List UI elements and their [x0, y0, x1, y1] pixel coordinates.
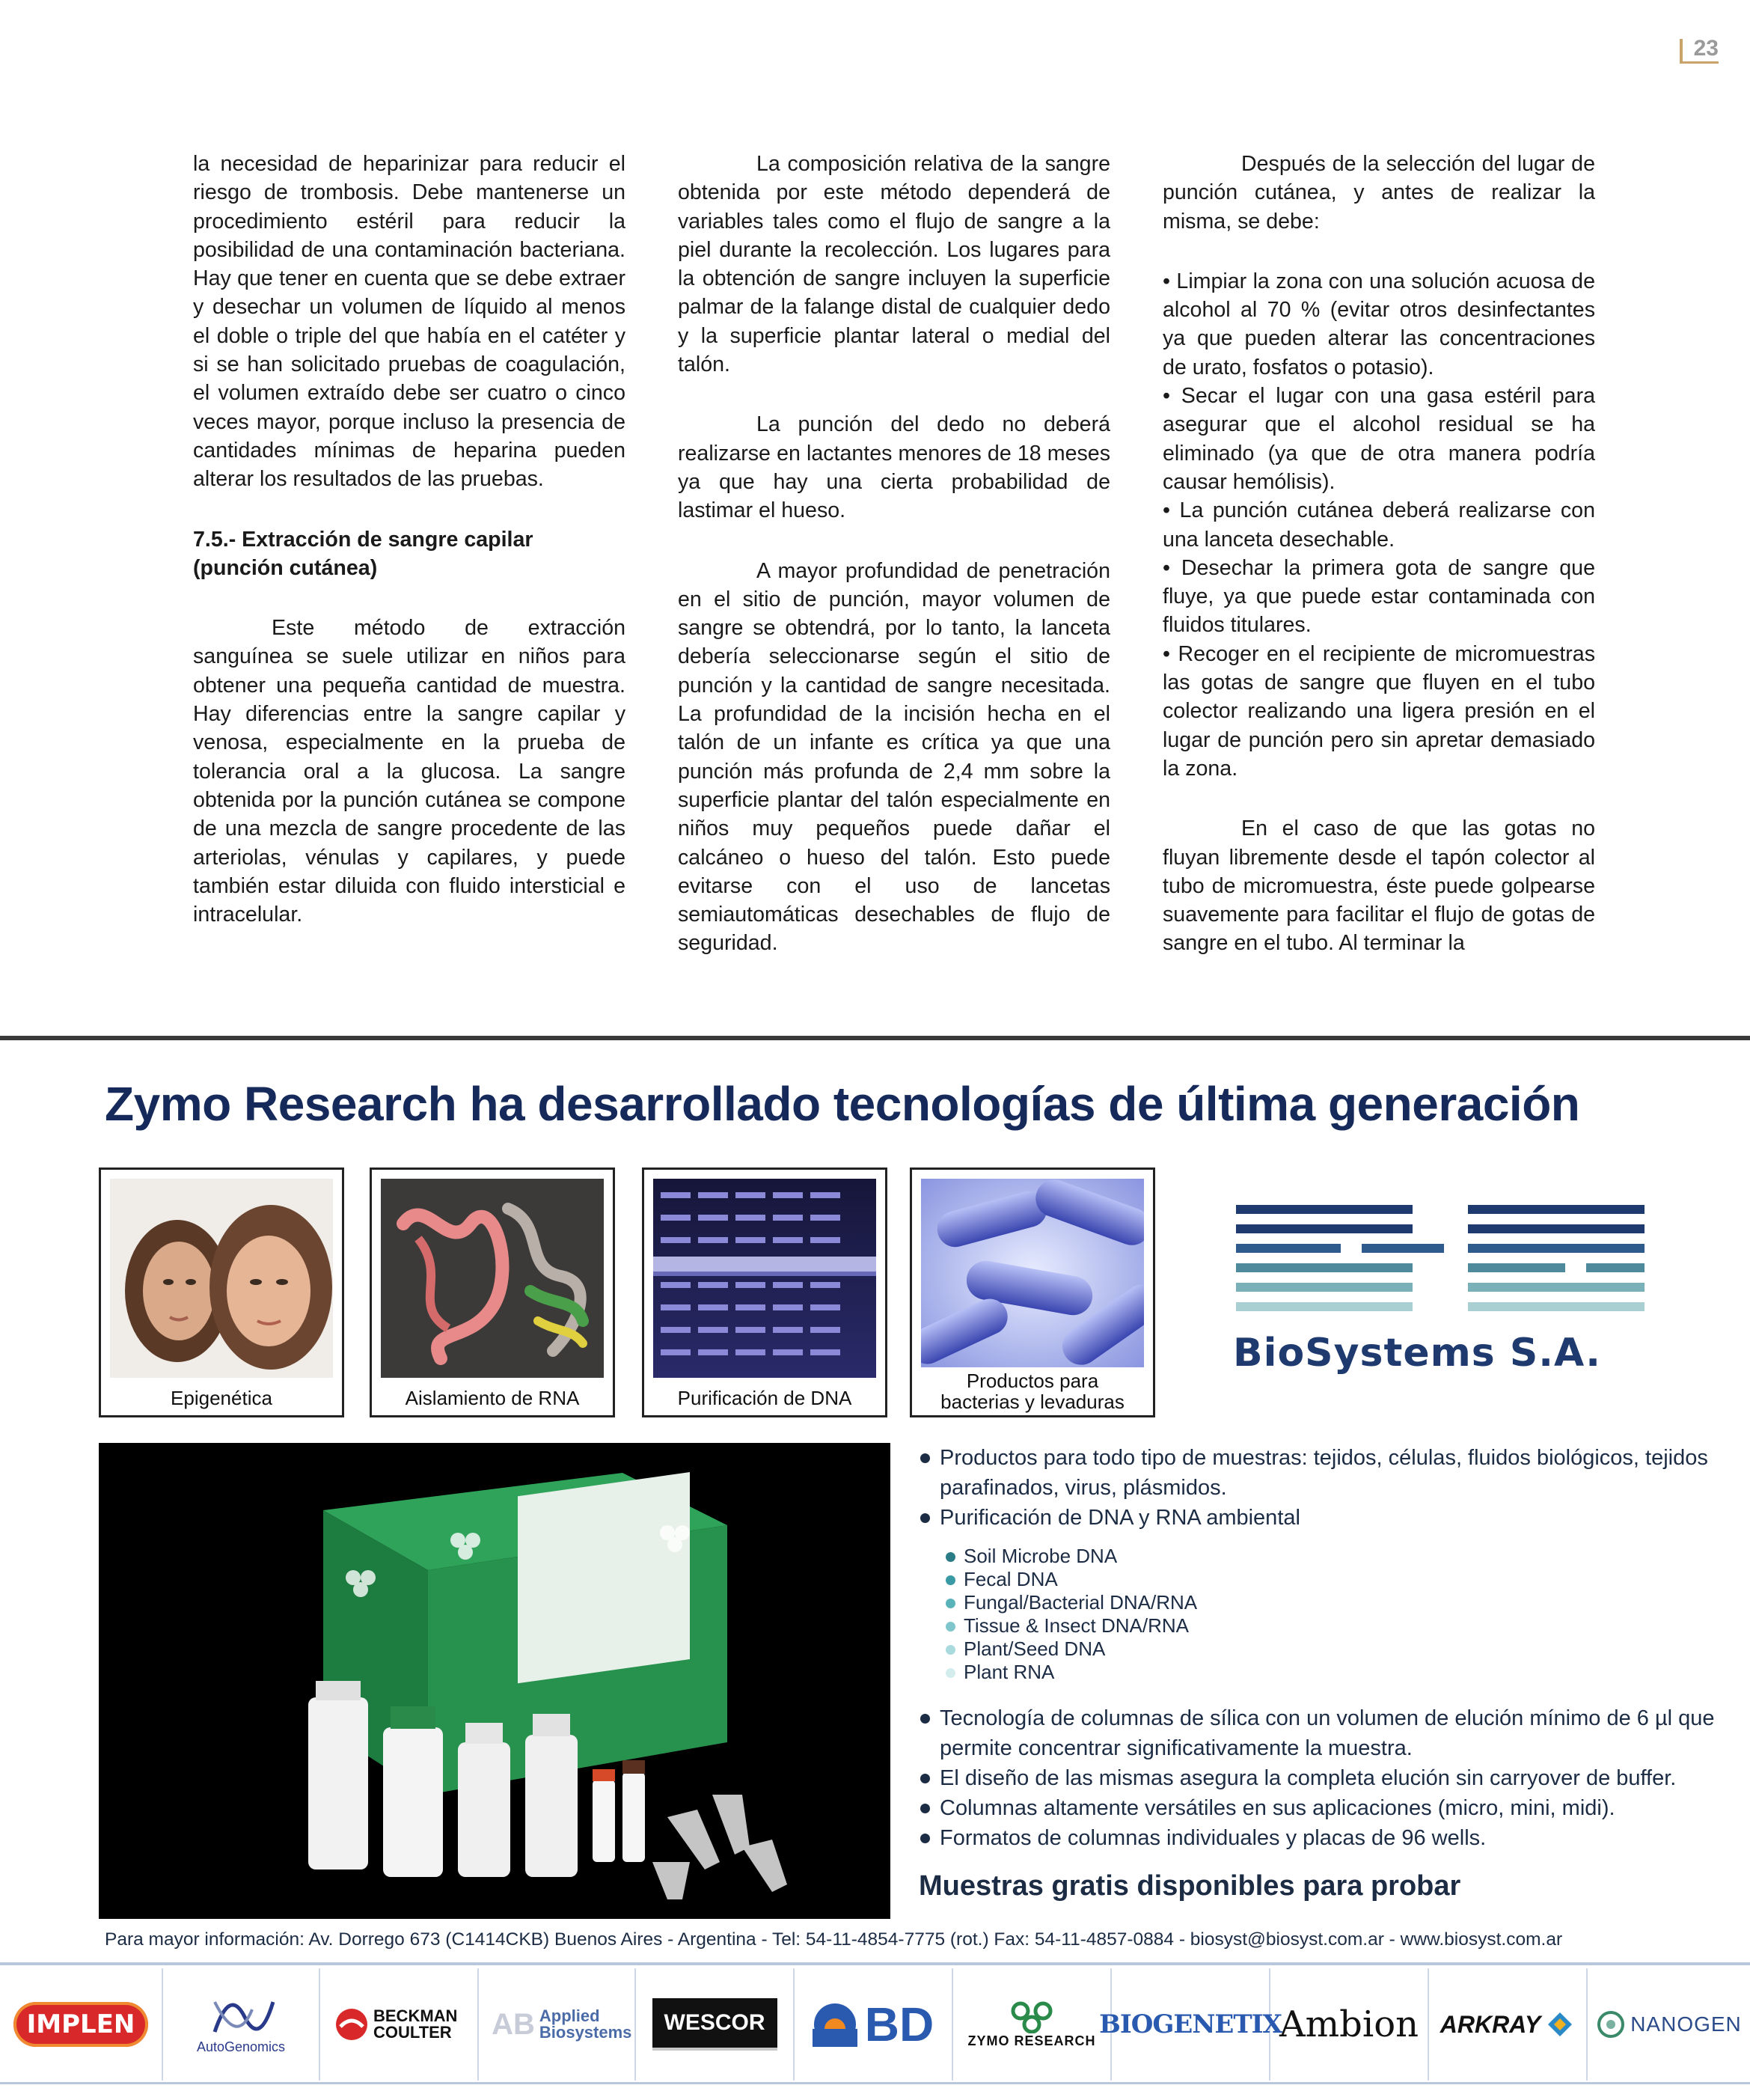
- sub-feature-item: Plant/Seed DNA: [944, 1637, 1734, 1661]
- card-caption-line: Productos para: [966, 1370, 1099, 1392]
- feature-item: El diseño de las mismas asegura la completa elución sin carryover de buffer.: [919, 1763, 1734, 1793]
- product-card-epigenetics: [99, 1167, 344, 1417]
- feature-item: Purificación de DNA y RNA ambiental: [919, 1503, 1734, 1533]
- ab-icon: AB: [492, 2007, 535, 2041]
- ad-title: Zymo Research ha desarrollado tecnologías de última generación: [105, 1077, 1580, 1131]
- features-main-b: [919, 1703, 1734, 1853]
- logo-text: IMPLEN: [13, 2002, 149, 2047]
- paragraph: En el caso de que las gotas no fluyan libremente desde el tapón colector al tubo de micromuestra, éste puede golpearse suavemente para facilitar el flujo de gotas de sangre en el tubo. Al terminar la: [1163, 817, 1595, 956]
- section-divider: [0, 1036, 1750, 1040]
- list-item: • Secar el lugar con una gasa estéril para asegurar que el alcohol residual se ha eliminado (ya que de otra manera podría causar hemólisis).: [1163, 384, 1595, 494]
- feature-list: [919, 1443, 1734, 1901]
- feature-item: Tecnología de columnas de sílica con un volumen de elución mínimo de 6 µl que permite concentrar significativamente la muestra.: [919, 1703, 1734, 1763]
- faces-image: [110, 1179, 333, 1378]
- logo-text: Applied Biosystems: [539, 2006, 632, 2042]
- logo-beckman-coulter: [320, 1968, 479, 2081]
- list-item: • Limpiar la zona con una solución acuosa de alcohol al 70 % (evitar otros desinfectantes ya que pueden alterar las concentraciones de urato, fosfatos o potasio).: [1163, 269, 1595, 379]
- paragraph: La composición relativa de la sangre obtenida por este método dependerá de variables tales como el flujo de sangre a la piel durante la recolección. Los lugares para la obtención de sangre incluyen la superficie palmar de la falange distal de cualquier dedo y la superficie plantar lateral o medial del talón.: [678, 152, 1110, 377]
- logo-text: WESCOR: [652, 1998, 777, 2051]
- biosystems-logo-mark: [1227, 1197, 1646, 1325]
- logo-text: ZYMO RESEARCH: [967, 2033, 1096, 2048]
- product-card-rna-isolation: [370, 1167, 615, 1417]
- logo-autogenomics: [163, 1968, 320, 2081]
- card-caption: [644, 1388, 885, 1409]
- rna-structure-image: [381, 1179, 604, 1378]
- page-number: 23: [1693, 36, 1719, 61]
- product-card-bacteria: [910, 1167, 1155, 1417]
- logo-text: ARKRAY: [1440, 2010, 1541, 2038]
- partner-logo-strip: [0, 1962, 1750, 2100]
- zymo-icon: [998, 2000, 1065, 2033]
- feature-item: Productos para todo tipo de muestras: tejidos, células, fluidos biológicos, tejidos parafinados, virus, plásmidos.: [919, 1443, 1734, 1503]
- card-caption: [912, 1370, 1153, 1412]
- autogenomics-icon: [207, 1994, 275, 2039]
- sub-feature-item: Fecal DNA: [944, 1568, 1734, 1591]
- paragraph: Este método de extracción sanguínea se suele utilizar en niños para obtener una pequeña cantidad de muestra. Hay diferencias entre la sangre capilar y venosa, especialmente en la prueba de tolerancia oral a la glucosa. La sangre obtenida por la punción cutánea se compone de una mezcla de sangre procedente de las arteriolas, vénulas y capilares, y puede también estar diluida con fluido intersticial e intracelular.: [193, 616, 625, 927]
- logo-text: Ambion: [1279, 2003, 1419, 2045]
- feature-item: Columnas altamente versátiles en sus aplicaciones (micro, mini, midi).: [919, 1793, 1734, 1823]
- logo-biogenetix: [1099, 1968, 1282, 2081]
- biosystems-logo: [1227, 1197, 1646, 1377]
- card-caption: Epigenética: [171, 1387, 272, 1409]
- logo-text: NANOGEN: [1630, 2012, 1742, 2036]
- dna-sequence-image: [653, 1179, 876, 1378]
- logo-zymo-research: [953, 1968, 1112, 2081]
- list-item: • Recoger en el recipiente de micromuestras las gotas de sangre que fluyen en el tubo colector realizando una ligera presión en el lugar de punción pero sin apretar demasiado la zona.: [1163, 641, 1595, 781]
- product-kit-photo: [99, 1443, 890, 1919]
- logo-nanogen: [1588, 1968, 1750, 2081]
- page-number-mark: [1680, 39, 1683, 61]
- contact-line: Para mayor información: Av. Dorrego 673 (C1414CKB) Buenos Aires - Argentina - Tel: 54-11-4854-7775 (rot.) Fax: 54-11-4857-0884 - biosyst@biosyst.com.ar - www.biosyst.com.ar: [105, 1929, 1563, 1950]
- paragraph: La punción del dedo no deberá realizarse en lactantes menores de 18 meses ya que hay una cierta probabilidad de lastimar el hueso.: [678, 412, 1110, 523]
- paragraph: Después de la selección del lugar de punción cutánea, y antes de realizar la misma, se debe:: [1163, 152, 1595, 233]
- logo-text: BECKMAN COULTER: [373, 2006, 458, 2042]
- sub-feature-item: Fungal/Bacterial DNA/RNA: [944, 1591, 1734, 1614]
- logo-arkray: [1429, 1968, 1588, 2081]
- logo-text: AutoGenomics: [196, 2039, 286, 2054]
- feature-item: Formatos de columnas individuales y placas de 96 wells.: [919, 1823, 1734, 1853]
- sub-feature-item: Plant RNA: [944, 1661, 1734, 1684]
- card-caption-line: bacterias y levaduras: [940, 1391, 1125, 1413]
- list-item: • Desechar la primera gota de sangre que fluye, ya que puede estar contaminada con fluidos titulares.: [1163, 555, 1595, 638]
- list-item: • La punción cutánea deberá realizarse con una lanceta desechable.: [1163, 498, 1595, 552]
- features-main-a: [919, 1443, 1734, 1533]
- logo-text: BD: [864, 1997, 934, 2051]
- logo-bd: [795, 1968, 953, 2081]
- logo-wescor: [636, 1968, 795, 2081]
- bullet-list: [1163, 267, 1595, 783]
- logo-text: BIOGENETIX: [1099, 2009, 1282, 2039]
- paragraph: A mayor profundidad de penetración en el sitio de punción, mayor volumen de sangre se obtendrá, por lo tanto, la lanceta debería seleccionarse según el sitio de punción y la cantidad de sangre necesitada. La profundidad de la incisión hecha en el talón de un infante es crítica ya que una punción más profunda de 2,4 mm sobre la superficie plantar del talón especialmente en niños muy pequeños puede dañar el calcáneo o hueso del talón. Esto puede evitarse con el uso de lancetas semiautomáticas desechables de flujo de seguridad.: [678, 558, 1110, 956]
- beckman-icon: [334, 2007, 369, 2042]
- card-caption-text: Purificación de DNA: [677, 1387, 852, 1409]
- logo-applied-biosystems: [479, 1968, 636, 2081]
- features-sub-list: [944, 1545, 1734, 1684]
- biosystems-logo-text: BioSystems S.A.: [1233, 1331, 1602, 1376]
- free-samples-callout: Muestras gratis disponibles para probar: [919, 1870, 1461, 1902]
- arkray-icon: [1545, 2009, 1575, 2039]
- paragraph: la necesidad de heparinizar para reducir el riesgo de trombosis. Debe mantenerse un procedimiento estéril para reducir la posibilidad de una contaminación bacteriana. Hay que tener en cuenta que se debe extraer y desechar un volumen de líquido al menos el doble o triple del que había en el catéter y si se han solicitado pruebas de coagulación, el volumen extraído debe ser cuatro o cinco veces mayor, porque incluso la presencia de cantidades mínimas de heparina pueden alterar los resultados de las pruebas.: [193, 152, 625, 492]
- article-column-3: [1163, 150, 1595, 958]
- bacteria-image: [921, 1179, 1144, 1367]
- product-card-dna-purification: [642, 1167, 887, 1417]
- logo-implen: [0, 1968, 163, 2081]
- card-caption: Aislamiento de RNA: [405, 1387, 580, 1409]
- bd-sun-icon: [813, 2002, 857, 2047]
- article-column-2: [678, 150, 1110, 989]
- page-number-underline: [1680, 61, 1719, 64]
- nanogen-icon: [1596, 2009, 1626, 2039]
- section-heading: 7.5.- Extracción de sangre capilar (punción cutánea): [193, 527, 533, 580]
- sub-feature-item: Soil Microbe DNA: [944, 1545, 1734, 1568]
- logo-ambion: [1270, 1968, 1429, 2081]
- article-column-1: [193, 150, 625, 960]
- sub-feature-item: Tissue & Insect DNA/RNA: [944, 1614, 1734, 1637]
